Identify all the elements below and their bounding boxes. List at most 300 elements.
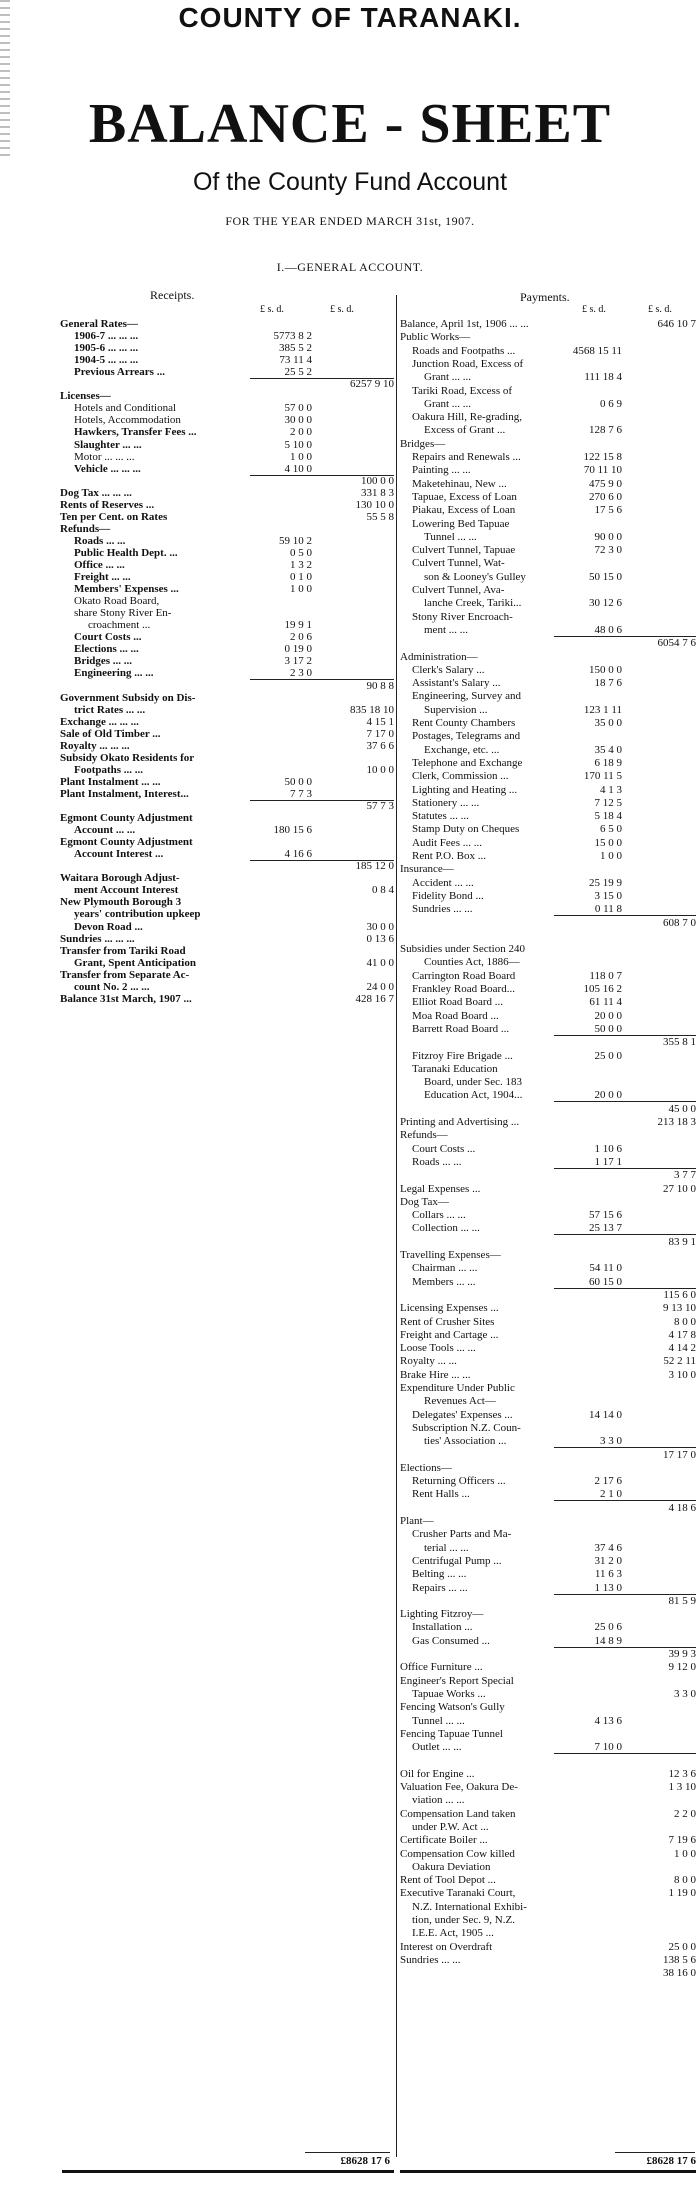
payments-description: N.Z. International Exhibi- bbox=[412, 1900, 527, 1913]
receipts-row bbox=[60, 631, 396, 643]
payments-description: Dog Tax— bbox=[400, 1195, 449, 1208]
payments-row bbox=[400, 1289, 696, 1301]
receipts-amount: 385 5 2 bbox=[279, 342, 312, 355]
payments-row bbox=[400, 358, 696, 370]
payments-row bbox=[400, 438, 696, 450]
receipts-row bbox=[60, 475, 396, 487]
receipts-description: Sundries ... ... ... bbox=[60, 932, 135, 945]
payments-row bbox=[400, 1648, 696, 1660]
payments-description: Moa Road Board ... bbox=[412, 1009, 499, 1022]
payments-amount: 37 4 6 bbox=[594, 1541, 622, 1554]
payments-description: Culvert Tunnel, Ava- bbox=[412, 584, 505, 596]
payments-amount: 48 0 6 bbox=[594, 623, 622, 636]
payments-description: Stamp Duty on Cheques bbox=[412, 823, 520, 836]
payments-description: Exchange, etc. ... bbox=[424, 743, 500, 756]
receipts-row bbox=[60, 451, 396, 463]
payments-row bbox=[400, 1528, 696, 1540]
receipts-description: Devon Road ... bbox=[74, 920, 143, 933]
receipts-description: Egmont County Adjustment bbox=[60, 836, 193, 849]
payments-row bbox=[400, 1542, 696, 1554]
payments-description: Stony River Encroach- bbox=[412, 610, 513, 623]
payments-row bbox=[400, 1927, 696, 1939]
payments-amount: 20 0 0 bbox=[594, 1089, 622, 1102]
county-heading: COUNTY OF TARANAKI. bbox=[178, 2, 522, 33]
payments-row bbox=[400, 1010, 696, 1022]
payments-row bbox=[400, 1023, 696, 1035]
payments-amount: 7 12 5 bbox=[594, 796, 622, 809]
receipts-description: share Stony River En- bbox=[74, 607, 172, 620]
payments-description: Collection ... ... bbox=[412, 1222, 480, 1235]
receipts-row bbox=[60, 426, 396, 438]
receipts-total: 331 8 3 bbox=[361, 486, 394, 499]
payments-total: 4 14 2 bbox=[668, 1342, 696, 1355]
payments-amount: 170 11 5 bbox=[583, 770, 622, 783]
payments-amount: 128 7 6 bbox=[589, 424, 622, 437]
payments-row bbox=[400, 1222, 696, 1234]
payments-row bbox=[400, 784, 696, 796]
payments-row bbox=[400, 1954, 696, 1966]
payments-row bbox=[400, 717, 696, 729]
receipts-row bbox=[60, 547, 396, 559]
payments-description: Compensation Cow killed bbox=[400, 1847, 515, 1860]
payments-description: Education Act, 1904... bbox=[424, 1089, 523, 1102]
receipts-total: 30 0 0 bbox=[366, 920, 394, 933]
payments-amount: 105 16 2 bbox=[583, 983, 622, 995]
payments-description: Clerk, Commission ... bbox=[412, 770, 509, 783]
payments-row bbox=[400, 424, 696, 436]
payments-row bbox=[400, 677, 696, 689]
payments-row bbox=[400, 531, 696, 543]
payments-description: Gas Consumed ... bbox=[412, 1634, 490, 1647]
payments-row bbox=[400, 1568, 696, 1580]
payments-description: ment ... ... bbox=[424, 623, 468, 636]
receipts-row bbox=[60, 752, 396, 764]
payments-description: Assistant's Salary ... bbox=[412, 677, 501, 690]
payments-amount: 11 6 3 bbox=[594, 1568, 622, 1581]
payments-row bbox=[400, 1076, 696, 1088]
payments-description: Legal Expenses ... bbox=[400, 1182, 481, 1195]
payments-row bbox=[400, 1276, 696, 1288]
receipts-description: Account Interest ... bbox=[74, 848, 164, 861]
receipts-row bbox=[60, 981, 396, 993]
receipts-row bbox=[60, 439, 396, 451]
payments-amount: 6 18 9 bbox=[594, 756, 622, 769]
payments-amount: 25 13 7 bbox=[589, 1222, 622, 1235]
payments-description: Executive Taranaki Court, bbox=[400, 1887, 516, 1900]
payments-amount: 0 11 8 bbox=[594, 903, 622, 916]
receipts-amount: 5773 8 2 bbox=[273, 330, 312, 343]
payments-description: Telephone and Exchange bbox=[412, 756, 523, 769]
payments-description: Plant— bbox=[400, 1515, 434, 1527]
payments-amount: 0 6 9 bbox=[600, 397, 622, 410]
payments-row bbox=[400, 1941, 696, 1953]
receipts-description: Motor ... ... ... bbox=[74, 450, 135, 463]
receipts-row bbox=[60, 342, 396, 354]
receipts-total: 130 10 0 bbox=[355, 498, 394, 511]
payments-row bbox=[400, 1728, 696, 1740]
receipts-description: Egmont County Adjustment bbox=[60, 812, 193, 825]
payments-total: 608 7 0 bbox=[663, 916, 696, 929]
payments-description: Freight and Cartage ... bbox=[400, 1328, 499, 1341]
receipts-description: New Plymouth Borough 3 bbox=[60, 896, 182, 909]
receipts-row bbox=[60, 788, 396, 800]
receipts-total: 0 13 6 bbox=[366, 932, 394, 945]
payments-description: Revenues Act— bbox=[424, 1395, 496, 1408]
payments-description: Barrett Road Board ... bbox=[412, 1022, 510, 1035]
payments-amount: 4 1 3 bbox=[600, 783, 622, 796]
payments-description: Board, under Sec. 183 bbox=[424, 1076, 523, 1089]
payments-row bbox=[400, 1183, 696, 1195]
receipts-description: Court Costs ... bbox=[74, 631, 142, 644]
payments-amount: 50 0 0 bbox=[594, 1022, 622, 1035]
receipts-description: trict Rates ... ... bbox=[74, 703, 146, 716]
payments-row bbox=[400, 1861, 696, 1873]
payments-total: 45 0 0 bbox=[668, 1102, 696, 1115]
receipts-amount: 19 9 1 bbox=[284, 619, 312, 632]
receipts-description: Refunds— bbox=[60, 522, 111, 535]
payments-row bbox=[400, 704, 696, 716]
payments-total: 213 18 3 bbox=[657, 1116, 696, 1128]
payments-description: Culvert Tunnel, Tapuae bbox=[412, 544, 516, 557]
payments-row bbox=[400, 837, 696, 849]
payments-row bbox=[400, 1608, 696, 1620]
receipts-row bbox=[60, 655, 396, 667]
receipts-description: Hotels, Accommodation bbox=[74, 414, 181, 427]
payments-description: Lighting and Heating ... bbox=[412, 783, 518, 796]
payments-row bbox=[400, 1821, 696, 1833]
payments-amount: 1 17 1 bbox=[594, 1155, 622, 1168]
receipts-row bbox=[60, 764, 396, 776]
receipts-row bbox=[60, 523, 396, 535]
receipts-description: Balance 31st March, 1907 ... bbox=[60, 992, 192, 1005]
payments-row bbox=[400, 584, 696, 596]
receipts-description: Subsidy Okato Residents for bbox=[60, 751, 195, 764]
payments-description: Travelling Expenses— bbox=[400, 1249, 501, 1261]
year-line: FOR THE YEAR ENDED MARCH 31st, 1907. bbox=[225, 214, 475, 228]
payments-amount: 3 15 0 bbox=[594, 889, 622, 902]
receipts-description: croachment ... bbox=[88, 619, 151, 632]
payments-description: son & Looney's Gulley bbox=[424, 570, 526, 583]
receipts-row bbox=[60, 848, 396, 860]
payments-description: Stationery ... ... bbox=[412, 796, 480, 809]
payments-description: Oakura Hill, Re-grading, bbox=[412, 411, 522, 424]
payments-row bbox=[400, 411, 696, 423]
payments-amount: 2 1 0 bbox=[600, 1488, 622, 1501]
payments-amount: 31 2 0 bbox=[594, 1554, 622, 1567]
payments-total: 39 9 3 bbox=[668, 1648, 696, 1660]
payments-row bbox=[400, 1116, 696, 1128]
receipts-amount: 73 11 4 bbox=[279, 354, 312, 367]
receipts-amount: 4 16 6 bbox=[284, 848, 312, 861]
payments-amount: 35 0 0 bbox=[594, 717, 622, 729]
receipts-amount: 57 0 0 bbox=[284, 402, 312, 415]
receipts-description: Footpaths ... ... bbox=[74, 763, 144, 776]
payments-row bbox=[400, 1808, 696, 1820]
payments-row bbox=[400, 1036, 696, 1048]
receipts-row bbox=[60, 957, 396, 969]
receipts-description: 1905-6 ... ... ... bbox=[74, 342, 139, 355]
payments-description: Oil for Engine ... bbox=[400, 1767, 475, 1780]
receipts-row bbox=[60, 667, 396, 679]
payments-description: Junction Road, Excess of bbox=[412, 357, 524, 370]
payments-row bbox=[400, 1715, 696, 1727]
receipts-amount: 3 17 2 bbox=[284, 655, 312, 668]
payments-description: Rent of Tool Depot ... bbox=[400, 1874, 496, 1887]
receipts-description: Public Health Dept. ... bbox=[74, 546, 178, 559]
receipts-row bbox=[60, 354, 396, 366]
payments-row bbox=[400, 930, 696, 942]
payments-description: Rent P.O. Box ... bbox=[412, 850, 486, 862]
receipts-total: 24 0 0 bbox=[366, 980, 394, 993]
payments-row bbox=[400, 1515, 696, 1527]
payments-description: Supervision ... bbox=[424, 703, 488, 716]
payments-amount: 118 0 7 bbox=[589, 969, 622, 982]
payments-total: 646 10 7 bbox=[657, 318, 696, 330]
payments-row bbox=[400, 1143, 696, 1155]
payments-description: Statutes ... ... bbox=[412, 810, 469, 823]
receipts-row bbox=[60, 535, 396, 547]
payments-row bbox=[400, 1422, 696, 1434]
receipts-row bbox=[60, 559, 396, 571]
payments-amount: 50 15 0 bbox=[589, 570, 622, 583]
payments-row bbox=[400, 1196, 696, 1208]
receipts-description: Transfer from Tariki Road bbox=[60, 944, 186, 957]
receipts-row bbox=[60, 945, 396, 957]
payments-row bbox=[400, 478, 696, 490]
payments-amount: 61 11 4 bbox=[589, 996, 622, 1009]
receipts-row bbox=[60, 318, 396, 330]
payments-row bbox=[400, 1382, 696, 1394]
payments-amount: 15 0 0 bbox=[594, 836, 622, 849]
payments-amount: 7 10 0 bbox=[594, 1741, 622, 1754]
payments-description: terial ... ... bbox=[424, 1541, 469, 1554]
payments-row bbox=[400, 1409, 696, 1421]
receipts-amount: 7 7 3 bbox=[290, 787, 312, 800]
payments-total: 12 3 6 bbox=[668, 1767, 696, 1780]
receipts-description: Dog Tax ... ... ... bbox=[60, 486, 132, 499]
payments-total: 17 17 0 bbox=[663, 1448, 696, 1461]
payments-total: 115 6 0 bbox=[663, 1288, 696, 1301]
receipts-description: Transfer from Separate Ac- bbox=[60, 968, 190, 981]
payments-grand-total: £8628 17 6 bbox=[646, 2155, 696, 2167]
payments-row bbox=[400, 1688, 696, 1700]
payments-row bbox=[400, 464, 696, 476]
receipts-amount: 0 5 0 bbox=[290, 546, 312, 559]
payments-row bbox=[400, 690, 696, 702]
payments-total: 355 8 1 bbox=[663, 1036, 696, 1049]
payments-description: Tapuae Works ... bbox=[412, 1687, 486, 1700]
payments-row bbox=[400, 1156, 696, 1168]
payments-amount: 4 13 6 bbox=[594, 1714, 622, 1727]
payments-row bbox=[400, 371, 696, 383]
receipts-row bbox=[60, 872, 396, 884]
payments-amount: 35 4 0 bbox=[594, 743, 622, 756]
payments-description: Centrifugal Pump ... bbox=[412, 1554, 502, 1567]
receipts-row bbox=[60, 643, 396, 655]
payments-amount: 54 11 0 bbox=[589, 1262, 622, 1275]
receipts-total: 0 8 4 bbox=[372, 884, 394, 897]
receipts-row bbox=[60, 330, 396, 342]
payments-row bbox=[400, 451, 696, 463]
receipts-row bbox=[60, 571, 396, 583]
receipts-description: Hotels and Conditional bbox=[74, 402, 177, 415]
receipts-row bbox=[60, 511, 396, 523]
payments-total: 1 3 10 bbox=[668, 1781, 696, 1793]
payments-row bbox=[400, 518, 696, 530]
payments-row bbox=[400, 1887, 696, 1899]
payments-row bbox=[400, 1089, 696, 1101]
payments-description: Loose Tools ... ... bbox=[400, 1342, 476, 1355]
receipts-amount: 1 0 0 bbox=[290, 450, 312, 463]
payments-description: Tapuae, Excess of Loan bbox=[412, 490, 517, 503]
payments-description: Elections— bbox=[400, 1461, 452, 1474]
payments-row bbox=[400, 1209, 696, 1221]
payments-description: Certificate Boiler ... bbox=[400, 1834, 488, 1847]
payments-description: Crusher Parts and Ma- bbox=[412, 1528, 512, 1541]
payments-total: 4 18 6 bbox=[668, 1501, 696, 1514]
payments-row bbox=[400, 850, 696, 862]
receipts-description: Grant, Spent Anticipation bbox=[74, 956, 196, 969]
payments-description: Lighting Fitzroy— bbox=[400, 1608, 484, 1621]
payments-amount: 1 13 0 bbox=[594, 1581, 622, 1594]
payments-amount: 57 15 6 bbox=[589, 1209, 622, 1222]
payments-total: 3 3 0 bbox=[674, 1687, 696, 1700]
payments-row bbox=[400, 917, 696, 929]
section-heading: I.—GENERAL ACCOUNT. bbox=[276, 260, 424, 274]
payments-row bbox=[400, 385, 696, 397]
payments-total-rule bbox=[615, 2152, 695, 2153]
payments-row bbox=[400, 1316, 696, 1328]
payments-row bbox=[400, 1661, 696, 1673]
payments-row bbox=[400, 1621, 696, 1633]
payments-description: Tunnel ... ... bbox=[424, 530, 477, 543]
payments-row bbox=[400, 956, 696, 968]
receipts-total: 41 0 0 bbox=[366, 956, 394, 969]
payments-description: Grant ... ... bbox=[424, 371, 472, 384]
receipts-row bbox=[60, 378, 396, 390]
receipts-description: Engineering ... ... bbox=[74, 667, 154, 680]
payments-total: 52 2 11 bbox=[663, 1355, 696, 1368]
receipts-amount: 180 15 6 bbox=[273, 824, 312, 837]
payments-description: Repairs and Renewals ... bbox=[412, 451, 521, 463]
payments-amount: 70 11 10 bbox=[583, 464, 622, 477]
payments-amount: 25 19 9 bbox=[589, 876, 622, 889]
payments-row bbox=[400, 1395, 696, 1407]
receipts-total: 835 18 10 bbox=[350, 703, 394, 716]
payments-amount: 270 6 0 bbox=[589, 490, 622, 503]
receipts-amount: 1 0 0 bbox=[290, 583, 312, 596]
payments-row bbox=[400, 1555, 696, 1567]
payments-description: Elliot Road Board ... bbox=[412, 996, 504, 1009]
payments-row bbox=[400, 557, 696, 569]
payments-description: Roads ... ... bbox=[412, 1155, 462, 1168]
payments-row bbox=[400, 877, 696, 889]
payments-amount: 5 18 4 bbox=[594, 810, 622, 823]
receipts-row bbox=[60, 969, 396, 981]
payments-row bbox=[400, 1435, 696, 1447]
receipts-description: Roads ... ... bbox=[74, 534, 126, 547]
receipts-row bbox=[60, 908, 396, 920]
receipts-total: 57 7 3 bbox=[366, 800, 394, 812]
receipts-amount: 30 0 0 bbox=[284, 414, 312, 427]
payments-total: 8 0 0 bbox=[674, 1874, 696, 1887]
payments-description: Royalty ... ... bbox=[400, 1355, 457, 1368]
payments-description: Excess of Grant ... bbox=[424, 424, 506, 437]
receipts-row bbox=[60, 607, 396, 619]
payments-total: 4 17 8 bbox=[668, 1328, 696, 1341]
receipts-amount: 59 10 2 bbox=[279, 534, 312, 547]
receipts-description: Members' Expenses ... bbox=[74, 583, 179, 596]
payments-row bbox=[400, 1967, 696, 1979]
payments-description: Bridges— bbox=[400, 437, 446, 450]
payments-amount: 20 0 0 bbox=[594, 1009, 622, 1022]
payments-description: Collars ... ... bbox=[412, 1209, 466, 1222]
receipts-description: Hawkers, Transfer Fees ... bbox=[74, 426, 197, 439]
payments-amount: 25 0 0 bbox=[594, 1049, 622, 1062]
payments-row bbox=[400, 1488, 696, 1500]
receipts-total: 10 0 0 bbox=[366, 763, 394, 776]
receipts-row bbox=[60, 776, 396, 788]
payments-row bbox=[400, 571, 696, 583]
payments-description: Repairs ... ... bbox=[412, 1581, 468, 1594]
payments-row bbox=[400, 810, 696, 822]
receipts-total: 37 6 6 bbox=[366, 739, 394, 752]
payments-total: 9 12 0 bbox=[668, 1661, 696, 1674]
payments-row bbox=[400, 1635, 696, 1647]
payments-description: Subscription N.Z. Coun- bbox=[412, 1421, 521, 1434]
payments-description: Engineering, Survey and bbox=[412, 690, 522, 703]
receipts-description: Exchange ... ... ... bbox=[60, 715, 139, 728]
payments-row bbox=[400, 331, 696, 343]
receipts-row bbox=[60, 728, 396, 740]
payments-amount: 72 3 0 bbox=[594, 544, 622, 557]
payments-row bbox=[400, 1914, 696, 1926]
payments-description: Insurance— bbox=[400, 863, 454, 876]
receipts-description: Waitara Borough Adjust- bbox=[60, 872, 180, 885]
payments-description: Piakau, Excess of Loan bbox=[412, 504, 516, 517]
payments-description: lanche Creek, Tariki... bbox=[424, 597, 522, 610]
column-divider bbox=[396, 295, 397, 2157]
receipts-row bbox=[60, 993, 396, 1005]
payments-description: Painting ... ... bbox=[412, 464, 471, 477]
payments-description: Fitzroy Fire Brigade ... bbox=[412, 1049, 513, 1062]
payments-description: Installation ... bbox=[412, 1621, 473, 1634]
payments-row bbox=[400, 983, 696, 995]
receipts-row bbox=[60, 884, 396, 896]
payments-total: 81 5 9 bbox=[668, 1594, 696, 1607]
payments-row bbox=[400, 1768, 696, 1780]
payments-description: Culvert Tunnel, Wat- bbox=[412, 557, 505, 570]
payments-description: Frankley Road Board... bbox=[412, 983, 515, 995]
payments-description: Belting ... ... bbox=[412, 1568, 467, 1581]
payments-total: 27 10 0 bbox=[663, 1182, 696, 1195]
receipts-description: General Rates— bbox=[60, 318, 138, 330]
payments-description: I.E.E. Act, 1905 ... bbox=[412, 1927, 494, 1940]
receipts-total: 185 12 0 bbox=[355, 860, 394, 873]
receipts-total: 7 17 0 bbox=[366, 727, 394, 740]
payments-description: ties' Association ... bbox=[424, 1435, 507, 1448]
receipts-row bbox=[60, 680, 396, 692]
payments-total: 3 7 7 bbox=[674, 1169, 696, 1182]
page-title: BALANCE - SHEET bbox=[88, 93, 612, 155]
receipts-row bbox=[60, 704, 396, 716]
receipts-amount: 0 19 0 bbox=[284, 643, 312, 656]
payments-description: Valuation Fee, Oakura De- bbox=[400, 1781, 518, 1793]
payments-row bbox=[400, 1582, 696, 1594]
payments-total: 138 5 6 bbox=[663, 1953, 696, 1966]
payments-description: Lowering Bed Tapuae bbox=[412, 517, 510, 530]
payments-description: Tariki Road, Excess of bbox=[412, 384, 513, 397]
